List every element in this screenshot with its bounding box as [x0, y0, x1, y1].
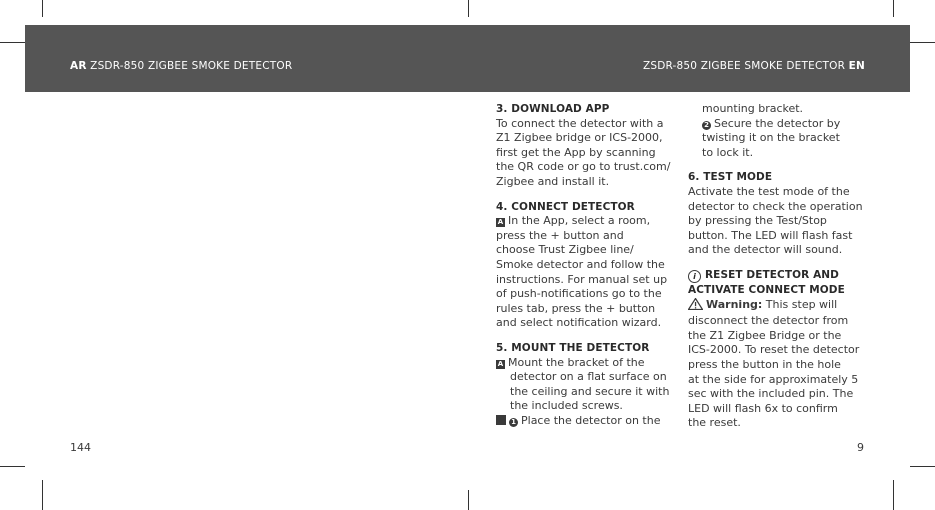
page-header: [25, 25, 910, 92]
section-heading: [688, 268, 868, 283]
crop-mark: [468, 490, 469, 510]
info-circle-icon: i: [688, 270, 701, 283]
text-column-1: [496, 102, 674, 438]
body-line: Activate the test mode of the: [688, 184, 850, 198]
body-line: twisting it on the bracket: [702, 131, 840, 145]
page-number-left: 144: [70, 441, 91, 454]
section-heading: 4. CONNECT DETECTOR: [496, 200, 635, 213]
body-line: press the + button and: [496, 228, 624, 242]
section-heading: 5. MOUNT THE DETECTOR: [496, 341, 650, 354]
body-line: [688, 298, 868, 315]
body-line: To connect the detector with a: [496, 116, 664, 130]
body-line: mounting bracket.: [702, 102, 804, 115]
section-mount-detector: [496, 341, 674, 429]
header-right-lang: EN: [848, 60, 865, 72]
body-line-text: Secure the detector by: [714, 116, 841, 130]
text-column-2: [688, 102, 868, 441]
body-line-text: Place the detector on the: [521, 413, 661, 427]
body-line: [688, 117, 868, 132]
warning-triangle-icon: [688, 298, 703, 315]
body-line: detector on a flat surface on: [510, 370, 667, 384]
header-left-text: ZSDR-850 ZIGBEE SMOKE DETECTOR: [90, 60, 293, 72]
body-line: and the detector will sound.: [688, 243, 843, 257]
header-right-text: ZSDR-850 ZIGBEE SMOKE DETECTOR: [642, 60, 846, 72]
section-test-mode: [688, 170, 868, 258]
header-left-title: [70, 60, 292, 72]
crop-mark: [910, 466, 935, 467]
body-line: the reset.: [688, 416, 741, 430]
body-line: instructions. For manual set up: [496, 272, 668, 286]
section-connect-detector: [496, 200, 674, 331]
body-line: rules tab, press the + button: [496, 301, 656, 315]
warning-label: Warning:: [706, 297, 763, 311]
body-line: the QR code or go to trust.com/: [496, 160, 671, 174]
body-line: at the side for approximately 5: [688, 372, 859, 386]
crop-mark: [893, 480, 894, 510]
heading-text: RESET DETECTOR AND: [705, 268, 839, 281]
step-2-icon: 2: [702, 121, 711, 130]
body-line: [496, 214, 674, 229]
body-line: button. The LED will flash fast: [688, 228, 853, 242]
body-line: ICS-2000. To reset the detector: [688, 343, 860, 357]
header-left-lang: AR: [70, 60, 87, 72]
crop-mark: [0, 466, 25, 467]
body-line-text: This step will: [765, 297, 838, 311]
section-heading: 3. DOWNLOAD APP: [496, 103, 610, 115]
section-reset: [688, 268, 868, 431]
body-line-text: Mount the bracket of the: [508, 355, 645, 369]
body-line: of push-notifications go to the: [496, 287, 662, 301]
crop-mark: [42, 0, 43, 17]
body-line: Z1 Zigbee bridge or ICS-2000,: [496, 131, 663, 145]
body-line: choose Trust Zigbee line/: [496, 243, 634, 257]
crop-mark: [468, 0, 469, 17]
body-line: detector to check the operation: [688, 199, 863, 213]
page-number-right: 9: [857, 441, 864, 454]
body-line: to lock it.: [702, 145, 754, 159]
body-line: [496, 414, 674, 429]
section-heading: 6. TEST MODE: [688, 171, 773, 184]
crop-mark: [910, 42, 935, 43]
body-line: and select notification wizard.: [496, 316, 662, 330]
body-line: the included screws.: [510, 399, 623, 413]
section-heading: ACTIVATE CONNECT MODE: [688, 283, 845, 296]
marker-a-icon: A: [497, 218, 504, 227]
marker-b-icon: [496, 415, 506, 425]
body-line: [496, 356, 674, 371]
body-line: the ceiling and secure it with: [510, 384, 670, 398]
marker-a-icon: A: [497, 359, 504, 368]
header-right-title: [643, 60, 865, 72]
body-line: Smoke detector and follow the: [496, 257, 665, 271]
body-line-text: In the App, select a room,: [508, 214, 651, 228]
crop-mark: [42, 480, 43, 510]
body-line: Zigbee and install it.: [496, 174, 610, 188]
body-line: LED will flash 6x to confirm: [688, 401, 838, 415]
crop-mark: [893, 0, 894, 17]
body-line: press the button in the hole: [688, 357, 841, 371]
body-line: sec with the included pin. The: [688, 387, 854, 401]
body-line: by pressing the Test/Stop: [688, 214, 827, 228]
body-line: first get the App by scanning: [496, 145, 656, 159]
body-line: disconnect the detector from: [688, 314, 849, 328]
body-line: the Z1 Zigbee Bridge or the: [688, 328, 842, 342]
step-1-icon: 1: [509, 418, 518, 427]
crop-mark: [0, 42, 25, 43]
section-download-app: [496, 102, 674, 190]
section-mount-detector-cont: [688, 102, 868, 160]
